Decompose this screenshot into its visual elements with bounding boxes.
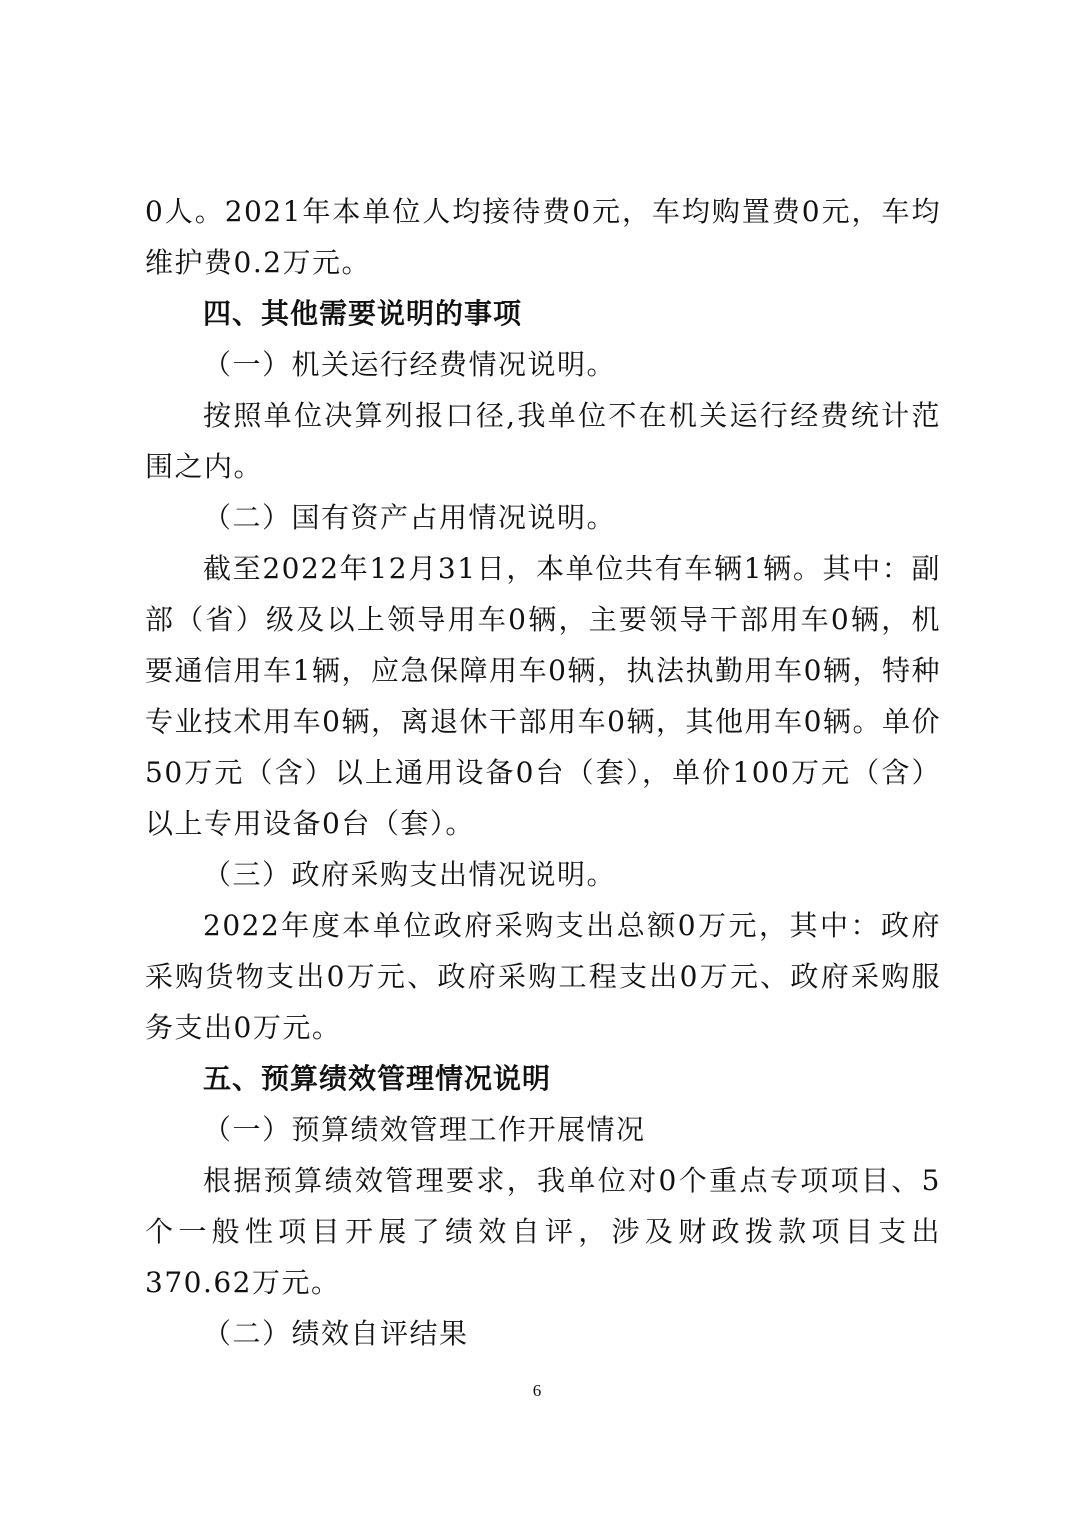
heading-performance-management: 五、预算绩效管理情况说明 [203, 1062, 552, 1095]
paragraph-state-assets: 截至2022年12月31日，本单位共有车辆1辆。其中：副部（省）级及以上领导用车0辆，主要领导干部用车0辆，机要通信用车1辆，应急保障用车0辆，执法执勤用车0辆，特种专业技术用车0辆，离退休干部用车0辆，其他用车0辆。单价50万元（含）以上通用设备0台（套），单价100万元（含）以上专用设备0台（套）。 [145, 552, 941, 840]
subheading-performance-work: （一）预算绩效管理工作开展情况 [203, 1113, 646, 1146]
subheading-operating-expenses: （一）机关运行经费情况说明。 [203, 348, 617, 381]
document-body [145, 186, 941, 1359]
subheading-state-assets: （二）国有资产占用情况说明。 [203, 501, 617, 534]
subheading-procurement: （三）政府采购支出情况说明。 [203, 858, 617, 891]
subheading-self-evaluation: （二）绩效自评结果 [203, 1317, 469, 1350]
paragraph-operating-expenses: 按照单位决算列报口径,我单位不在机关运行经费统计范围之内。 [145, 399, 941, 483]
paragraph-vehicle-costs: 0人。2021年本单位人均接待费0元，车均购置费0元，车均维护费0.2万元。 [145, 195, 941, 279]
paragraph-procurement: 2022年度本单位政府采购支出总额0万元，其中：政府采购货物支出0万元、政府采购工程支出0万元、政府采购服务支出0万元。 [145, 909, 941, 1044]
page-number: 6 [532, 1381, 542, 1400]
heading-other-matters: 四、其他需要说明的事项 [203, 297, 523, 330]
paragraph-performance-work: 根据预算绩效管理要求，我单位对0个重点专项项目、5个一般性项目开展了绩效自评，涉及财政拨款项目支出370.62万元。 [145, 1164, 941, 1299]
